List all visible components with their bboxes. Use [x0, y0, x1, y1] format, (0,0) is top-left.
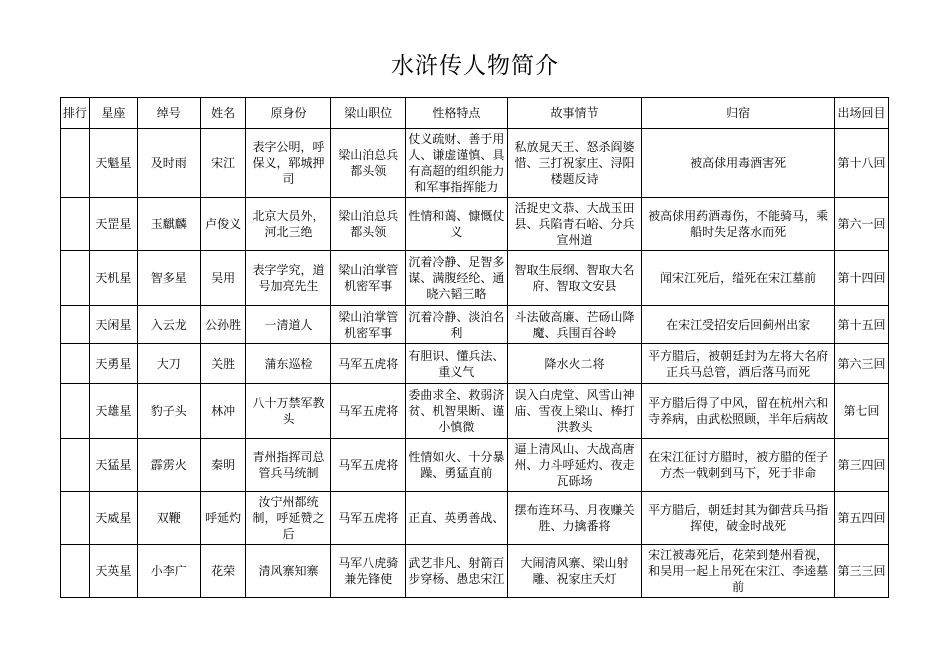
cell-chapter: 第六一回 — [835, 198, 889, 251]
header-name: 姓名 — [200, 98, 246, 129]
header-traits: 性格特点 — [406, 98, 508, 129]
cell-story: 活捉史文恭、大战玉田县、兵陷青石峪、分兵宣州道 — [507, 198, 642, 251]
cell-star: 天威星 — [90, 492, 138, 545]
cell-star: 天雄星 — [90, 384, 138, 439]
cell-name: 公孙胜 — [200, 306, 246, 344]
table-row — [61, 198, 889, 251]
cell-name: 吴用 — [200, 251, 246, 306]
cell-rank — [61, 198, 90, 251]
cell-story: 摆布连环马、月夜赚关胜、力擒番将 — [507, 492, 642, 545]
cell-rank — [61, 344, 90, 384]
cell-traits: 性情如火、十分暴躁、勇猛直前 — [406, 439, 508, 492]
page-title: 水浒传人物简介 — [391, 53, 559, 79]
cell-name: 关胜 — [200, 344, 246, 384]
header-post: 梁山职位 — [331, 98, 406, 129]
cell-rank — [61, 439, 90, 492]
cell-story: 大闹清风寨、梁山射雕、祝家庄夭灯 — [507, 545, 642, 598]
table-row — [61, 492, 889, 545]
cell-fate: 闻宋江死后，缢死在宋江墓前 — [642, 251, 835, 306]
cell-origin: 汝宁州都统制，呼延赞之后 — [246, 492, 331, 545]
cell-rank — [61, 545, 90, 598]
cell-origin: 表字公明，呼保义，郓城押司 — [246, 129, 331, 198]
cell-traits: 有胆识、懂兵法、重义气 — [406, 344, 508, 384]
cell-fate: 被高俅用毒酒害死 — [642, 129, 835, 198]
header-row — [61, 98, 889, 129]
cell-origin: 清风寨知寨 — [246, 545, 331, 598]
cell-post: 梁山泊总兵都头领 — [331, 198, 406, 251]
cell-post: 梁山泊掌管机密军事 — [331, 306, 406, 344]
cell-fate: 宋江被毒死后，花荣到楚州看视，和吴用一起上吊死在宋江、李逵墓前 — [642, 545, 835, 598]
table-row — [61, 129, 889, 198]
cell-fate: 平方腊后，被朝廷封为左将大名府正兵马总管，酒后落马而死 — [642, 344, 835, 384]
table-row — [61, 439, 889, 492]
cell-traits: 仗义疏财、善于用人、谦虚谨慎、具有高超的组织能力和军事指挥能力 — [406, 129, 508, 198]
table-body — [61, 129, 889, 598]
cell-star: 天罡星 — [90, 198, 138, 251]
table-row — [61, 384, 889, 439]
cell-chapter: 第五四回 — [835, 492, 889, 545]
cell-traits: 正直、英勇善战、 — [406, 492, 508, 545]
cell-chapter: 第七回 — [835, 384, 889, 439]
table-row — [61, 545, 889, 598]
cell-rank — [61, 129, 90, 198]
header-rank: 排行 — [61, 98, 90, 129]
cell-nickname: 玉麒麟 — [137, 198, 200, 251]
cell-fate: 平方腊后，朝廷封其为御营兵马指挥使，破金时战死 — [642, 492, 835, 545]
header-star: 星座 — [90, 98, 138, 129]
cell-star: 天机星 — [90, 251, 138, 306]
cell-chapter: 第十四回 — [835, 251, 889, 306]
cell-nickname: 及时雨 — [137, 129, 200, 198]
cell-star: 天魁星 — [90, 129, 138, 198]
table-row — [61, 251, 889, 306]
cell-traits: 沉着冷静、淡泊名利 — [406, 306, 508, 344]
cell-name: 卢俊义 — [200, 198, 246, 251]
cell-star: 天闲星 — [90, 306, 138, 344]
cell-traits: 性情和蔼、慷慨仗义 — [406, 198, 508, 251]
cell-post: 马军五虎将 — [331, 439, 406, 492]
table-row — [61, 344, 889, 384]
cell-post: 马军五虎将 — [331, 492, 406, 545]
cell-traits: 武艺非凡、射箭百步穿杨、愚忠宋江 — [406, 545, 508, 598]
cell-chapter: 第十五回 — [835, 306, 889, 344]
cell-rank — [61, 384, 90, 439]
cell-traits: 沉着冷静、足智多谋、满腹经纶、通晓六韬三略 — [406, 251, 508, 306]
cell-rank — [61, 251, 90, 306]
cell-nickname: 小李广 — [137, 545, 200, 598]
cell-story: 误入白虎堂、风雪山神庙、雪夜上梁山、棒打洪教头 — [507, 384, 642, 439]
cell-origin: 青州指挥司总管兵马统制 — [246, 439, 331, 492]
cell-nickname: 豹子头 — [137, 384, 200, 439]
cell-fate: 平方腊后得了中风，留在杭州六和寺养病，由武松照顾，半年后病故 — [642, 384, 835, 439]
cell-chapter: 第六三回 — [835, 344, 889, 384]
cell-post: 梁山泊总兵都头领 — [331, 129, 406, 198]
cell-rank — [61, 306, 90, 344]
header-story: 故事情节 — [507, 98, 642, 129]
cell-origin: 一清道人 — [246, 306, 331, 344]
cell-name: 宋江 — [200, 129, 246, 198]
cell-nickname: 霹雳火 — [137, 439, 200, 492]
cell-name: 秦明 — [200, 439, 246, 492]
cell-story: 逼上清风山、大战高唐州、力斗呼延灼、夜走瓦砾场 — [507, 439, 642, 492]
cell-origin: 八十万禁军教头 — [246, 384, 331, 439]
cell-nickname: 智多星 — [137, 251, 200, 306]
cell-post: 马军八虎骑兼先锋使 — [331, 545, 406, 598]
cell-chapter: 第三四回 — [835, 439, 889, 492]
cell-post: 梁山泊掌管机密军事 — [331, 251, 406, 306]
character-table — [60, 97, 889, 598]
cell-star: 天猛星 — [90, 439, 138, 492]
cell-fate: 被高俅用药酒毒伤，不能骑马，乘船时失足落水而死 — [642, 198, 835, 251]
cell-fate: 在宋江征讨方腊时，被方腊的侄子方杰一戟刺到马下，死于非命 — [642, 439, 835, 492]
cell-name: 林冲 — [200, 384, 246, 439]
cell-origin: 北京大员外，河北三绝 — [246, 198, 331, 251]
cell-name: 花荣 — [200, 545, 246, 598]
cell-star: 天英星 — [90, 545, 138, 598]
cell-origin: 表字学究，道号加亮先生 — [246, 251, 331, 306]
cell-origin: 蒲东巡检 — [246, 344, 331, 384]
table-row — [61, 306, 889, 344]
cell-chapter: 第十八回 — [835, 129, 889, 198]
cell-post: 马军五虎将 — [331, 344, 406, 384]
cell-nickname: 入云龙 — [137, 306, 200, 344]
cell-story: 降水火二将 — [507, 344, 642, 384]
cell-nickname: 双鞭 — [137, 492, 200, 545]
cell-star: 天勇星 — [90, 344, 138, 384]
cell-story: 智取生辰纲、智取大名府、智取文安县 — [507, 251, 642, 306]
header-chapter: 出场回目 — [835, 98, 889, 129]
cell-post: 马军五虎将 — [331, 384, 406, 439]
cell-rank — [61, 492, 90, 545]
header-fate: 归宿 — [642, 98, 835, 129]
header-origin: 原身份 — [246, 98, 331, 129]
cell-fate: 在宋江受招安后回蓟州出家 — [642, 306, 835, 344]
header-nickname: 绰号 — [137, 98, 200, 129]
cell-story: 私放晁天王、怒杀阎婆惜、三打祝家庄、浔阳楼题反诗 — [507, 129, 642, 198]
cell-traits: 委曲求全、救弱济贫、机智果断、谨小慎微 — [406, 384, 508, 439]
cell-chapter: 第三三回 — [835, 545, 889, 598]
cell-story: 斗法破高廉、芒砀山降魔、兵围百谷岭 — [507, 306, 642, 344]
cell-name: 呼延灼 — [200, 492, 246, 545]
cell-nickname: 大刀 — [137, 344, 200, 384]
